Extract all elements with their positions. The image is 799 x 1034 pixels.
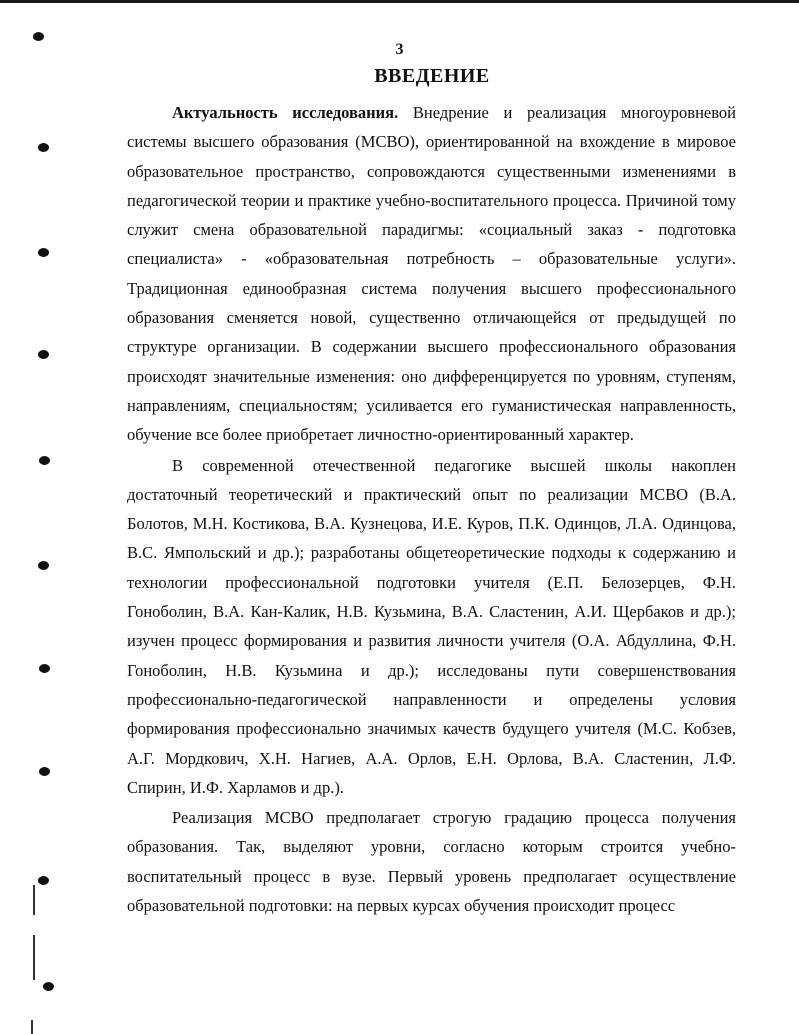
- top-scan-border: [0, 0, 799, 3]
- paragraph-text: Реализация МСВО предполагает строгую градацию процесса получения образования. Так, выделяют уровни, согласно которым строится учебно-воспитательный процесс в вузе. Первый уровень предполагает осуществление образовательной подготовки: на первых курсах обучения происходит процесс: [127, 808, 736, 916]
- punch-hole-mark: [38, 876, 49, 885]
- paragraph-implementation: [127, 803, 736, 920]
- paragraph-literature-review: [127, 451, 736, 803]
- punch-hole-mark: [39, 767, 50, 776]
- punch-hole-mark: [38, 561, 49, 570]
- punch-hole-mark: [43, 982, 54, 991]
- punch-hole-mark: [33, 32, 44, 41]
- scan-edge-mark: [33, 935, 35, 980]
- paragraph-text: В современной отечественной педагогике высшей школы накоплен достаточный теоретический и практический опыт по реализации МСВО (В.А. Болотов, М.Н. Костикова, В.А. Кузнецова, И.Е. Куров, П.К. Одинцов, Л.А. Одинцова, В.С. Ямпольский и др.); разработаны общетеоретические подходы к содержанию и технологии профессиональной подготовки учителя (Е.П. Белозерцев, Ф.Н. Гоноболин, В.А. Кан-Калик, Н.В. Кузьмина, В.А. Сластенин, А.И. Щербаков и др.); изучен процесс формирования и развития личности учителя (О.А. Абдуллина, Ф.Н. Гоноболин, Н.В. Кузьмина и др.); исследованы пути совершенствования профессионально-педагогической направленности и определены условия формирования профессионально значимых качеств будущего учителя (М.С. Кобзев, А.Г. Мордкович, Х.Н. Нагиев, А.А. Орлов, Е.Н. Орлова, В.А. Сластенин, Л.Ф. Спирин, И.Ф. Харламов и др.).: [127, 455, 736, 797]
- punch-hole-mark: [38, 350, 49, 359]
- punch-hole-mark: [38, 248, 49, 257]
- punch-hole-mark: [39, 456, 50, 465]
- punch-hole-mark: [38, 143, 49, 152]
- page-number: 3: [395, 41, 404, 58]
- paragraph-lead-heading: Актуальность исследования.: [172, 103, 399, 122]
- document-body: [127, 98, 736, 920]
- scan-edge-mark: [33, 885, 35, 915]
- paragraph-relevance: [127, 98, 736, 450]
- scan-edge-mark: [31, 1020, 33, 1034]
- page-title: ВВЕДЕНИЕ: [374, 65, 490, 87]
- punch-hole-mark: [39, 664, 50, 673]
- paragraph-text: Внедрение и реализация многоуровневой системы высшего образования (МСВО), ориентированной на вхождение в мировое образовательное пространство, сопровождаются существенными изменениями в педагогической теории и практике учебно-воспитательного процесса. Причиной тому служит смена образовательной парадигмы: «социальный заказ - подготовка специалиста» - «образовательная потребность – образовательные услуги». Традиционная единообразная система получения высшего профессионального образования сменяется новой, существенно отличающейся от предыдущей по структуре организации. В содержании высшего профессионального образования происходят значительные изменения: оно дифференцируется по уровням, ступеням, направлениям, специальностям; усиливается его гуманистическая направленность, обучение все более приобретает личностно-ориентированный характер.: [127, 103, 736, 445]
